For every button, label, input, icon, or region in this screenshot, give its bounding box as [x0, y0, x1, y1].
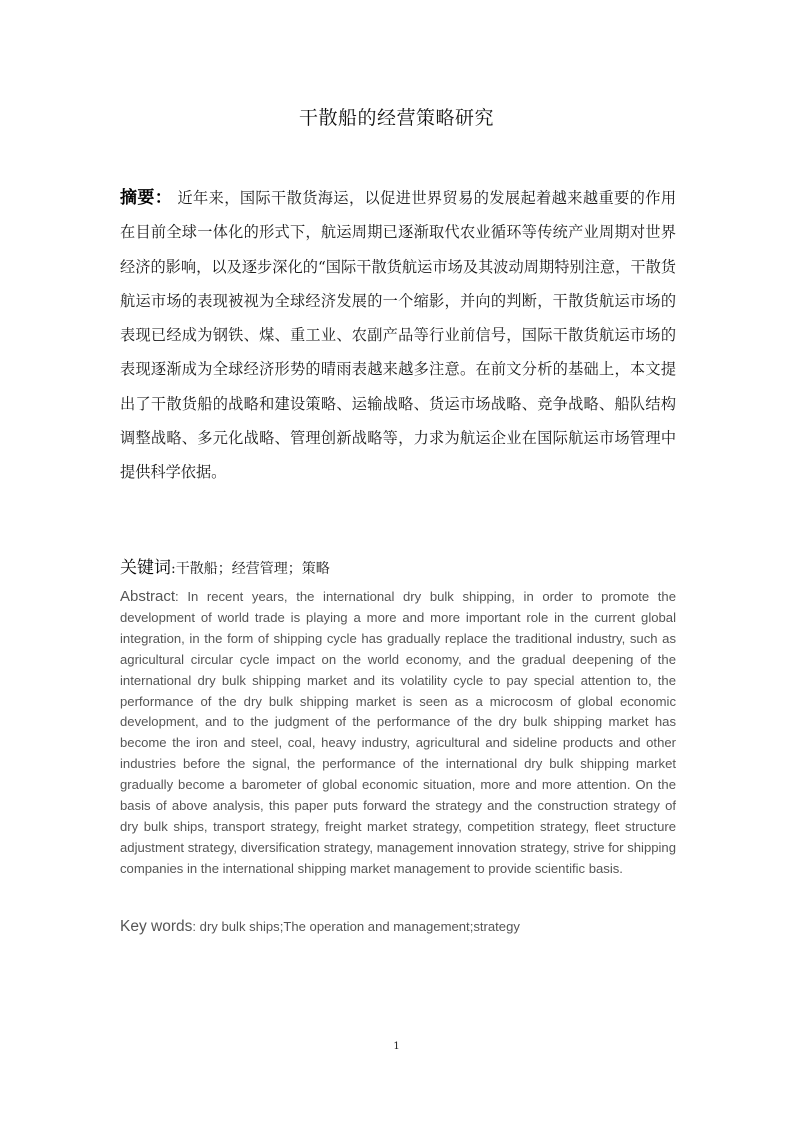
- english-keywords-separator: :: [192, 919, 197, 934]
- chinese-abstract: [120, 181, 676, 490]
- paper-title: 干散船的经营策略研究: [298, 107, 494, 129]
- english-abstract-label: Abstract: [120, 588, 176, 605]
- chinese-abstract-text: 近年来，国际干散货海运，以促进世界贸易的发展起着越来越重要的作用在目前全球一体化的形式下，航运周期已逐渐取代农业循环等传统产业周期对世界经济的影响，以及逐步深化的“国际干散货航运市场及其波动周期特别注意，干散货航运市场的表现被视为全球经济发展的一个缩影，并向的判断，干散货航运市场的表现已经成为钢铁、煤、重工业、农副产品等行业前信号，国际干散货航运市场的表现逐渐成为全球经济形势的晴雨表越来越多注意。在前文分析的基础上，本文提出了干散货船的战略和建设策略、运输战略、货运市场战略、竞争战略、船队结构调整战略、多元化战略、管理创新战略等，力求为航运企业在国际航运市场管理中提供科学依据。: [120, 189, 677, 482]
- english-abstract-separator: :: [175, 589, 179, 604]
- english-keywords: [120, 918, 676, 936]
- english-keywords-label: Key words: [120, 918, 193, 935]
- chinese-keywords-text: 干散船；经营管理；策略: [175, 561, 330, 577]
- chinese-keywords-label: 关键词: [120, 558, 171, 578]
- english-keywords-text: dry bulk ships;The operation and management;strategy: [199, 919, 520, 934]
- english-abstract: [120, 587, 676, 880]
- chinese-keywords: [120, 553, 676, 578]
- page-number: 1: [393, 1041, 400, 1052]
- chinese-abstract-label: 摘要：: [120, 188, 173, 208]
- chinese-keywords-separator: :: [171, 561, 176, 577]
- english-abstract-text: In recent years, the international dry bulk shipping, in order to promote the development of world trade is playing a more and more important role in the current global integration, in the form of shipping cycle has gradually replace the traditional industry, such as agricultural circular cycle impact on the world economy, and the gradual deepening of the international dry bulk shipping market and its volatility cycle to pay special attention to, the performance of the dry bulk shipping market is seen as a microcosm of global economic development, and to the judgment of the performance of the dry bulk shipping market has become the iron and steel, coal, heavy industry, agricultural and sideline products and other industries before the signal, the performance of the international dry bulk shipping market gradually become a barometer of global economic situation, more and more attention. On the basis of above analysis, this paper puts forward the strategy and the construction strategy of dry bulk ships, transport strategy, freight market strategy, competition strategy, fleet structure adjustment strategy, diversification strategy, management innovation strategy, strive for shipping companies in the international shipping market management to provide scientific basis.: [120, 589, 676, 876]
